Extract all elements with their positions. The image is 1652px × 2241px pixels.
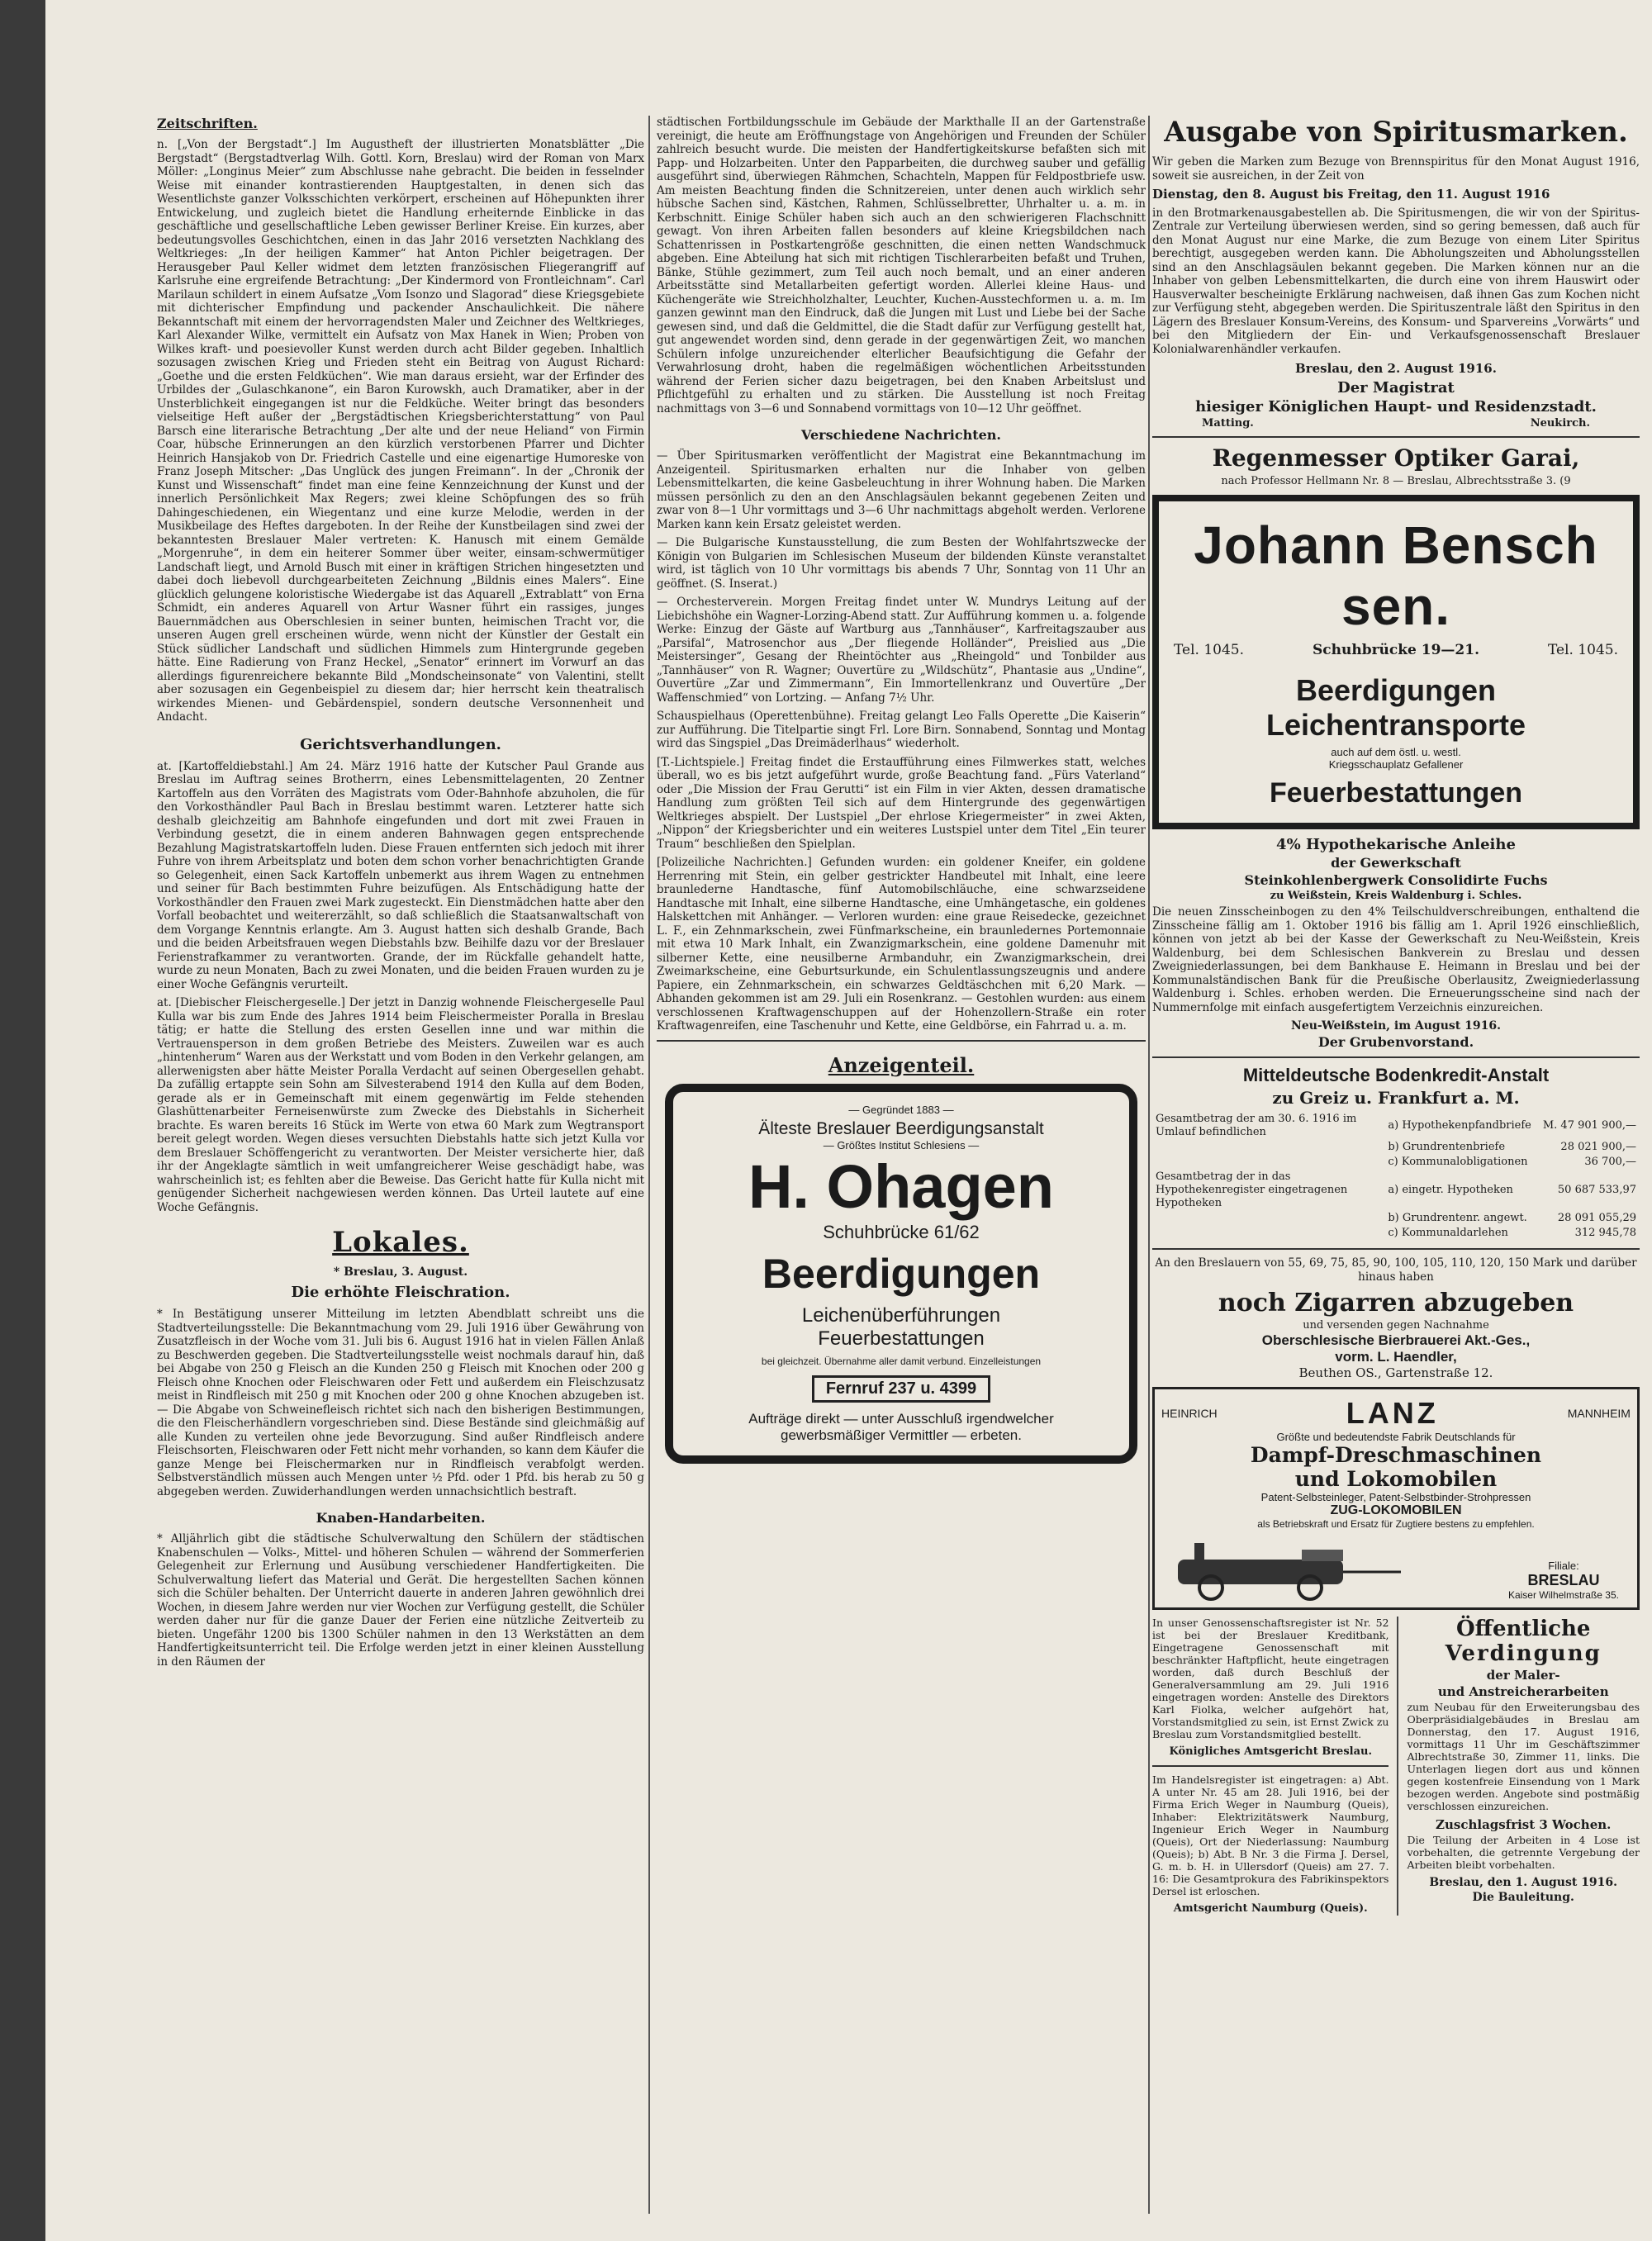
signature-right: Neukirch. xyxy=(1530,417,1590,430)
bensch-main2: Leichentransporte xyxy=(1265,708,1526,742)
oeff-frist: Zuschlagsfrist 3 Wochen. xyxy=(1436,1817,1612,1832)
optiker-subtitle: nach Professor Hellmann Nr. 8 — Breslau, Albrechtsstraße 3. (9 xyxy=(1221,475,1571,487)
zigarren-address: Beuthen OS., Gartenstraße 12. xyxy=(1298,1365,1493,1380)
bank-cell-value: 28 021 900,— xyxy=(1560,1141,1636,1153)
bank-table-row xyxy=(1154,1227,1638,1240)
oeff-sub2: und Anstreicherarbeiten xyxy=(1437,1684,1609,1699)
ohagen-line1: Älteste Breslauer Beerdigungsanstalt xyxy=(758,1118,1044,1138)
divider xyxy=(657,1040,1146,1042)
anleihe-title: 4% Hypothekarische Anleihe xyxy=(1276,836,1516,853)
bank-cell-label: Gesamtbetrag der am 30. 6. 1916 im Umlauf befindlichen xyxy=(1156,1113,1357,1138)
lanz-address: Kaiser Wilhelmstraße 35. xyxy=(1507,1589,1619,1601)
bank-cell-item: c) Kommunaldarlehen xyxy=(1388,1227,1508,1239)
spiritus-text-1: Wir geben die Marken zum Bezuge von Brennspiritus für den Monat August 1916, soweit sie ausreichen, in der Zeit von xyxy=(1152,155,1640,183)
ohagen-footer: Aufträge direkt — unter Ausschluß irgendwelcher gewerbsmäßiger Vermittler — erbeten. xyxy=(748,1410,1054,1443)
ohagen-sub2: Feuerbestattungen xyxy=(818,1327,985,1350)
zigarren-text-1: An den Breslauern von 55, 69, 75, 85, 90, 100, 105, 110, 120, 150 Mark und darüber hinaus haben xyxy=(1155,1256,1637,1284)
lokales-heading: Lokales. xyxy=(332,1226,469,1259)
divider xyxy=(1152,1765,1389,1767)
bank-table-row xyxy=(1154,1170,1638,1210)
bank-table xyxy=(1152,1111,1640,1242)
bensch-main1: Beerdigungen xyxy=(1295,673,1496,707)
anleihe-sub3: zu Weißstein, Kreis Waldenburg i. Schles. xyxy=(1270,890,1522,902)
bank-cell-item: a) Hypothekenpfandbriefe xyxy=(1388,1119,1531,1132)
ohagen-ad xyxy=(665,1084,1137,1464)
lanz-line1: Größte und bedeutendste Fabrik Deutschlands für xyxy=(1276,1431,1516,1443)
oeff-sub1: der Maler- xyxy=(1486,1668,1560,1683)
zigarren-text-2: und versenden gegen Nachnahme xyxy=(1303,1319,1489,1332)
zigarren-firm: Oberschlesische Bierbrauerei Akt.-Ges., xyxy=(1261,1332,1531,1348)
spiritus-note: — Über Spiritusmarken veröffentlicht der Magistrat eine Bekanntmachung im Anzeigenteil. Spiritusmarken erhalten nur die Inhaber von gelben Lebensmittelkarten, die keine Gasbeleuchtung in ihrer Wohnung haben. Die Marken müssen persönlich zu den an den Anschlagsäulen bekannt gegebenen Zeiten und zwar von 8—1 Uhr vormittags und 3—6 Uhr nachmittags abgeholt werden. Verlorene Marken kann kein Ersatz geleistet werden. xyxy=(657,449,1146,531)
notice-divider xyxy=(1397,1617,1398,1916)
column-1 xyxy=(157,116,644,1674)
spiritus-text-2: in den Brotmarkenausgabestellen ab. Die Spiritusmengen, die wir von der Spiritus-Zentrale zur Verteilung überwiesen werden, sind so gering bemessen, daß auch für den Monat August nur eine Marke, die zum Bezuge von einem Liter Spiritus berechtigt, ausgegeben werden kann. Die Abholungszeiten und Abholungsstellen sind an den Anschlagsäulen bekannt gegeben. Die Marken können nur an die Inhaber von gelben Lebensmittelkarten, die durch eine von ihrem Hauswirt oder Hausverwalter bescheinigte Erklärung nachweisen, daß ihnen Gas zum Kochen nicht zur Verfügung steht, abgegeben werden. Die Spirituszentrale läßt den Spiritus in den Lägern des Breslauer Konsum-Vereins, des Konsum- und Sparvereins „Vorwärts“ und bei den Mitgliedern der Ein- und Verkaufsgenossenschaft Breslauer Kolonialwarenhändler verkaufen. xyxy=(1152,206,1640,356)
fleisch-article: * In Bestätigung unserer Mitteilung im letzten Abendblatt schreibt uns die Stadtverteilungsstelle: Die Bekanntmachung vom 29. Juli 1916 über Gewährung von Zusatzfleisch in der Woche vom 31. Juli bis 6. August 1916 hat in vielen Fällen Anlaß zu Beschwerden gegeben. Die Stadtverteilungsstelle weist nochmals darauf hin, daß bei Abgabe von 250 g Fleisch an die Kunden 250 g Fleisch mit Knochen oder 200 g Fleisch ohne Knochen oder Fleischwaren oder Fett und außerdem ein Fleischzusatz meist in Rindfleisch mit 250 g mit Knochen oder 200 g ohne Knochen abzugeben ist. — Die Abgabe von Schweinefleisch richtet sich nach den bisherigen Bestimmungen, die den Fleischerhändlern vorgeschrieben sind. Diese Bestände sind gleichmäßig auf alle Kunden zu verteilen ohne jede Bevorzugung. Sind außer Rindfleisch andere Fleischsorten, Fleischwaren oder Fett nicht mehr vorhanden, so kann dem Käufer die ganze Menge bei Fleischermarken nur in Rindfleisch verabfolgt werden. Selbstverständlich müssen auch Mengen unter ½ Pfd. oder 1 Pfd. bis herab zu 50 g abgegeben werden. Zuwiderhandlungen werden unnachsichtlich bestraft. xyxy=(157,1308,644,1498)
lanz-zug: ZUG-LOKOMOBILEN xyxy=(1330,1503,1462,1517)
bank-cell-label xyxy=(1154,1212,1384,1225)
ohagen-main: Beerdigungen xyxy=(762,1250,1041,1297)
spiritus-date: Breslau, den 2. August 1916. xyxy=(1295,361,1497,376)
lanz-ad xyxy=(1152,1387,1640,1610)
column-rule-2 xyxy=(1148,116,1150,2214)
lanz-filiale: Filiale: xyxy=(1548,1560,1579,1572)
lanz-name: LANZ xyxy=(1346,1396,1439,1430)
magistrat-title: Der Magistrat xyxy=(1337,379,1455,396)
schauspielhaus-note: Schauspielhaus (Operettenbühne). Freitag gelangt Leo Falls Operette „Die Kaiserin“ zur Aufführung. Die Titelpartie singt Frl. Lore Birn. Sonnabend, Sonntag und Montag wird das Singspiel „Das Dreimäderlhaus“ wiederholt. xyxy=(657,710,1146,750)
bensch-contact-row xyxy=(1174,642,1618,658)
fortbildung-article: städtischen Fortbildungsschule im Gebäude der Markthalle II an der Gartenstraße vereinigt, die heute am Eröffnungstage von Angehörigen und Freunden der Schüler zahlreich besucht wurde. Die meisten der Handfertigkeitskurse befaßten sich mit Papp- und Holzarbeiten. Unter den Papparbeiten, die durchweg sauber und gefällig ausgeführt sind, überwiegen Rähmchen, Schachteln, Mappen für Feldpostbriefe usw. Am meisten Beachtung finden die Schnitzereien, unter denen auch wirklich sehr hübsche Sachen sind, Kästchen, Rahmen, Schlüsselbretter, Uhrhalter u. a. m. in Kerbschnitt. Einige Schüler haben sich auch an den schwierigeren Flachschnitt gewagt. Von ihren Arbeiten fallen besonders auf kleine Kriegsbildchen nach Schattenrissen in Postkartengröße geschnitten, die einen netten Wandschmuck abgeben. Eine Abteilung hat sich mit richtigen Tischlerarbeiten befaßt und Truhen, Bänke, Stühle gezimmert, zum Teil auch noch bemalt, und an einer anderen Arbeitsstätte sind Metallarbeiten gefertigt worden. Allerlei kleine Haus- und Küchengeräte wie Streichholzhalter, Leuchter, Kuchen-Ausstechformen u. a. m. Im ganzen gewinnt man den Eindruck, daß die Jungen mit Lust und Liebe bei der Sache gewesen sind, und daß die Geldmittel, die die Stadt dafür zur Verfügung gestellt hat, gut angewendet worden sind, denn gerade in der gegenwärtigen Zeit, wo manchen Schülern infolge unzureichender elterlicher Beaufsichtigung die Gefahr der Verwahrlosung droht, haben die regelmäßigen wöchentlichen Arbeitsstunden während der Ferien sicher dazu beigetragen, bei den Knaben Arbeitslust und Pflichtgefühl zu erhalten und zu stärken. Die Ausstellung ist noch Freitag nachmittags von 3—6 und Sonnabend vormittags von 10—12 Uhr geöffnet. xyxy=(657,116,1146,415)
lanz-branch xyxy=(1508,1560,1631,1601)
bank-cell-value: M. 47 901 900,— xyxy=(1542,1119,1636,1132)
optiker-title: Regenmesser Optiker Garai, xyxy=(1212,444,1580,472)
register2-text: Im Handelsregister ist eingetragen: a) Abt. A unter Nr. 45 am 28. Juli 1916, bei der Firma Erich Weger in Naumburg (Queis), Inhaber: Elektrizitätswerk Naumburg, Ingenieur Erich Weger in Naumburg (Queis), Ort der Niederlassung: Naumburg (Queis); b) Abt. B Nr. 3 die Firma J. Dersel, G. m. b. H. in Ullersdorf (Queis) am 27. 7. 16: Die Gesamtprokura des Fabrikinspektors Dersel ist erloschen. xyxy=(1152,1773,1389,1897)
bank-cell-value: 50 687 533,97 xyxy=(1557,1184,1636,1196)
bank-table-row xyxy=(1154,1113,1638,1139)
oeff-title2: Verdingung xyxy=(1445,1641,1602,1666)
bank-cell-label xyxy=(1154,1227,1384,1240)
lanz-line3: als Betriebskraft und Ersatz für Zugtiere bestens zu empfehlen. xyxy=(1257,1518,1535,1530)
zeitschriften-article: n. [„Von der Bergstadt“.] Im Augustheft der illustrierten Monatsblätter „Die Bergstadt“ (Bergstadtverlag Wilh. Gottl. Korn, Breslau) wird der Roman von Marx Möller: „Longinus Meier“ zum Abschlusse nahe gebracht. Die beiden in fesselnder Weise mit einander kontrastierenden Hauptgestalten, in denen sich das Wesentlichste ganzer Volksschichten verkörpert, erscheinen auf Höhepunkten ihrer Entwickelung, und zugleich bietet die Handlung erheiternde Einblicke in das geschäftliche und gesellschaftliche Leben gewisser Berliner Kreise. Ein kurzes, aber bedeutungsvolles Geschichtchen, einen in das Jahr 2016 versetzten Nachklang des Weltkrieges: „In der heiligen Kammer“ hat Anton Pichler beigetragen. Der Herausgeber Paul Keller widmet dem letzten französischen Fliegerangriff auf Karlsruhe eine ergreifende Betrachtung: „Der Kindermord von Frontleichnam“. Carl Marilaun schildert in einem Aufsatze „Vom Isonzo und Slagorad“ diese Kriegsgebiete mit dichterischer Empfindung und packender Anschaulichkeit. Die nähere Bekanntschaft mit einem der hervorragendsten Maler und Zeichner des Weltkrieges, Karl Alexander Wilke, vermittelt ein Aufsatz von Max Hanek in Wien; Proben von Wilkes kraft- und poesievoller Kunst werden durch acht Bilder gegeben. Inhaltlich sozusagen zwischen Krieg und Frieden steht ein Beitrag von August Richard: „Goethe und die ersten Feldküchen“. Wie man daraus ersieht, war der Erfinder des Urbildes der „Gulaschkanone“, ein Baron Kurowskh, auch Dramatiker, aber in der Unsterblichkeit eingegangen ist nur die Feldküche. Weiter bringt das besonders vielseitige Heft außer der „Bergstädtischen Kriegsberichterstattung“ von Paul Barsch eine literarische Betrachtung „Der alte und der neue Heliand“ von Firmin Coar, hübsche Erinnerungen an den kürzlich verstorbenen Pfarrer und Dichter Heinrich Hansjakob von Dr. Friedrich Castelle und eine eigenartige Humoreske von Franz Joseph Mitscher: „Das Unglück des jungen Freimann“. In der „Chronik der Kunst und Wissenschaft“ findet man eine feine Kennzeichnung der Kunst und der innerlich Persönlichkeit Max Regers; zwei kleine Schöpfungen des so früh Dahingeschiedenen, ein Wiegentanz und eine kurze Melodie, werden in der Musikbeilage des Heftes dargeboten. In der Reihe der Kunstbeilagen sind zwei der bekanntesten Breslauer Maler vertreten: K. Hanusch mit einem Gemälde „Morgenruhe“, in dem ein heiterer Sommer über weiter, einsam-schwermütiger Landschaft liegt, und Arnold Busch mit einer in kräftigen Strichen hingesetzten und dabei doch liebevoll durchgearbeiteten Zeichnung „Bildnis eines Malers“. Eine glücklich gelungene koloristische Wiedergabe ist das Aquarell „Extrablatt“ von Erna Schmidt, ein anderes Aquarell von Artur Wasner führt ein rassiges, junges Bauernmädchen aus Oberschlesien in seiner bunten, heimischen Tracht vor, die unseren Augen grell erscheinen würde, wenn nicht der Künstler der Gestalt ein Stück südlicher Landschaft und südlichen Himmels zum Hintergrunde gegeben hätte. Eine Radierung von Franz Heckel, „Senator“ erinnert im Vorwurf an das allerdings figurenreichere bekannte Bild „Mondscheinsonate“ von Valentini, stellt aber sozusagen ein Gegenbeispiel zu diesem dar; hier herrscht kein theatralisch wirkendes Mienen- und Gebärdenspiel, sondern deutsche Versonnenheit und Andacht. xyxy=(157,138,644,724)
zigarren-firm2: vorm. L. Haendler, xyxy=(1335,1349,1457,1365)
kunstausstellung-note: — Die Bulgarische Kunstausstellung, die zum Besten der Wohlfahrtszwecke der Königin von Bulgarien im Schlesischen Museum der bildenden Künste veranstaltet wird, ist täglich von 10 Uhr vormittags bis abends 7 Uhr, Sonntag von 11 Uhr an geöffnet. (S. Inserat.) xyxy=(657,536,1146,591)
bank-cell-value: 28 091 055,29 xyxy=(1557,1212,1636,1224)
anzeigen-heading: Anzeigenteil. xyxy=(828,1052,975,1077)
oeff-date: Breslau, den 1. August 1916. xyxy=(1429,1876,1618,1889)
magistrat-subtitle: hiesiger Königlichen Haupt- und Residenzstadt. xyxy=(1195,398,1597,415)
fleisch-heading: Die erhöhte Fleischration. xyxy=(291,1284,510,1301)
anleihe-sign: Der Grubenvorstand. xyxy=(1317,1034,1474,1050)
lanz-header xyxy=(1161,1396,1631,1431)
divider xyxy=(1152,1056,1640,1058)
bensch-address: Schuhbrücke 19—21. xyxy=(1312,642,1479,658)
zeitschriften-heading: Zeitschriften. xyxy=(157,116,258,131)
lanz-city: BRESLAU xyxy=(1527,1572,1600,1588)
oeff-text2: Die Teilung der Arbeiten in 4 Lose ist vorbehalten, die getrennte Vergebung der Arbeiten bleibt vorbehalten. xyxy=(1407,1834,1640,1871)
bensch-name: Johann Bensch sen. xyxy=(1194,515,1598,636)
bank-table-row xyxy=(1154,1141,1638,1154)
locomobile-icon xyxy=(1161,1535,1409,1601)
bank-cell-label xyxy=(1154,1141,1384,1154)
anleihe-sub1: der Gewerkschaft xyxy=(1331,855,1461,871)
lanz-right: MANNHEIM xyxy=(1567,1407,1631,1420)
lanz-main2: und Lokomobilen xyxy=(1294,1467,1498,1491)
oeff-sign: Die Bauleitung. xyxy=(1472,1891,1574,1904)
gericht-heading: Gerichtsverhandlungen. xyxy=(300,735,501,753)
lanz-line2: Patent-Selbsteinleger, Patent-Selbstbinder-Strohpressen xyxy=(1260,1491,1531,1503)
bensch-tel-right: Tel. 1045. xyxy=(1547,642,1618,658)
gericht-article-1: at. [Kartoffeldiebstahl.] Am 24. März 1916 hatte der Kutscher Paul Grande aus Breslau im Auftrag seines Brotherrn, eines Lebensmittelagenten, 20 Zentner Kartoffeln aus den Vorräten des Magistrats vom Oder-Bahnhofe abzuholen, die für den Vorkosthändler Paul Bach in Breslau bestimmt waren. Letzterer hatte sich deshalb gleichzeitig am Bahnhofe eingefunden und dort mit zwei Frauen in Verbindung gesetzt, die in einem anderen Bahnwagen gegen entsprechende Bezahlung Magistratskartoffeln luden. Diese Frauen entfernten sich jedoch mit ihrer Fuhre von ihrem Arbeitsplatz und boten dem schon vorher benachrichtigten Grande so Gelegenheit, einen Sack Kartoffeln unbemerkt aus ihrem Wagen zu entnehmen und seiner für Bach bestimmten Fuhre beizufügen. Als Entschädigung hatte der Vorkosthändler den Frauen zwei Mark zugesteckt. Ein Dienstmädchen hatte aber den Vorfall beobachtet und weitererzählt, so daß schließlich die Staatsanwaltschaft von dem Vorgange Kenntnis erlangte. Am 3. August hatten sich deshalb Grande, Bach und die beiden Arbeitsfrauen wegen Diebstahls bzw. Beihilfe dazu vor der Breslauer Ferienstrafkammer zu verantworten. Grande, der im Rückfalle gehandelt hatte, wurde zu neun Monaten, Bach zu zwei Monaten, und die beiden Frauen wurden zu je einer Woche Gefängnis verurteilt. xyxy=(157,759,644,991)
verschiedenes-heading: Verschiedene Nachrichten. xyxy=(801,427,1001,443)
bank-table-row xyxy=(1154,1212,1638,1225)
bensch-feuer: Feuerbestattungen xyxy=(1269,777,1523,809)
oeff-text: zum Neubau für den Erweiterungsbau des Oberpräsidialgebäudes in Breslau am Donnerstag, den 17. August 1916, vormittags 11 Uhr im Geschäftszimmer Albrechtstraße 30, Zimmer 11, links. Die Unterlagen liegen dort aus und können gegen kostenfreie Einsendung von 1 Mark bezogen werden. Angebote sind postmäßig verschlossen einzureichen. xyxy=(1407,1701,1640,1812)
bank-cell-item: a) eingetr. Hypotheken xyxy=(1388,1184,1513,1196)
ohagen-note: bei gleichzeit. Übernahme aller damit verbund. Einzelleistungen xyxy=(761,1355,1042,1367)
bensch-ad xyxy=(1152,495,1640,829)
bank-title: Mitteldeutsche Bodenkredit-Anstalt xyxy=(1242,1065,1550,1085)
orchesterverein-note: — Orchesterverein. Morgen Freitag findet unter W. Mundrys Leitung auf der Liebichshöhe ein Wagner-Lorzing-Abend statt. Zur Aufführung kommen u. a. folgende Werke: Einzug der Gäste auf Wartburg aus „Tannhäuser“, Karfreitagszauber aus „Parsifal“, Matrosenchor aus „Der fliegende Holländer“, Preislied aus „Die Meistersinger“, Gesang der Rheintöchter aus „Rheingold“ und Tonbilder aus „Tannhäuser“ von R. Wagner; Ouvertüre zu „Wildschütz“, Phantasie aus „Undine“, Ouvertüre „Zar und Zimmermann“, Ein Immortellenkranz und Ouvertüre „Der Waffenschmied“ von Lortzing. — Anfang 7½ Uhr. xyxy=(657,596,1146,705)
ohagen-address: Schuhbrücke 61/62 xyxy=(823,1221,980,1242)
newspaper-page xyxy=(45,0,1652,2241)
knaben-heading: Knaben-Handarbeiten. xyxy=(316,1510,486,1526)
knaben-article: * Alljährlich gibt die städtische Schulverwaltung den Schülern der städtischen Knabenschulen — Volks-, Mittel- und höheren Schulen — während der Sommerferien Gelegenheit zur Erlernung und Ausübung verschiedener Handfertigkeiten. Die Schulverwaltung liefert das Material und Gerät. Die hergestellten Sachen können sich die Schüler behalten. Der Unterricht dauerte in anderen Jahren gewöhnlich drei Wochen, in diesem Jahre werden nur vier Wochen zur Verfügung gestellt, die Schüler werden daher nur für die ganze Dauer der Ferien eine nützliche Zeitverteib zu bieten. Ungefähr 1200 bis 1300 Schüler nahmen in den 13 Werkstätten an dem Handfertigkeitsunterricht teil. Die Erfolge werden jetzt in einer kleinen Ausstellung in den Räumen der xyxy=(157,1532,644,1669)
lanz-bottom xyxy=(1161,1535,1631,1601)
bank-cell-item: b) Grundrentenr. angewt. xyxy=(1388,1212,1527,1224)
ohagen-sub1: Leichenüberführungen xyxy=(801,1303,1001,1327)
divider xyxy=(1152,436,1640,438)
polizei-note: [Polizeiliche Nachrichten.] Gefunden wurden: ein goldener Kneifer, ein goldene Herrenring mit Stein, ein gelber gestrickter Handbeutel mit Inhalt, eine leere braunlederne Handtasche, fünf Automobilschläuche, eine schwarzseidene Handtasche mit Inhalt, eine silberne Handtasche, eine Umhängetasche, ein goldenes Halskettchen mit Anhänger. — Verloren wurden: eine graue Reisedecke, gezeichnet L. F., ein Zehnmarkschein, zwei Fünfmarkscheine, ein braunledernes Portemonnaie mit etwa 10 Mark Inhalt, ein Zwanzigmarkschein, eine goldene Damenuhr mit silberner Kette, eine neusilberne Armbanduhr, ein Zwanzigmarkschein, drei Zweimarkscheine, eine Geburtsurkunde, ein Schulentlassungszeugnis und andere Papiere, ein Zehnmarkschein, ein schwarzes Geldtäschchen mit 6,20 Mark. — Abhanden gekommen ist am 29. Juli ein Rosenkranz. — Gestohlen wurden: aus einem verschlossenen Kraftwagenschuppen auf der Hohenzollern-Straße ein roter Kraftwagenreifen, eine Taschenuhr und Kette, eine Geldbörse, ein Fahrrad u. a. m. xyxy=(657,856,1146,1033)
anleihe-sub2: Steinkohlenbergwerk Consolidirte Fuchs xyxy=(1244,872,1548,888)
bensch-note2: Kriegsschauplatz Gefallener xyxy=(1328,758,1464,771)
gericht-article-2: at. [Diebischer Fleischergeselle.] Der jetzt in Danzig wohnende Fleischergeselle Paul Kulla war bis zum Ende des Jahres 1914 beim Fleischermeister Poralla in Breslau tätig; er hatte die Stellung des ersten Gesellen inne und war mithin die Vertrauensperson in dem großen Betriebe des Meisters. Zuweilen war es auch „hintenherum“ Waren aus der Werkstatt und vom Boden in den Verkehr gelangen, am allerwenigsten aber hätte Meister Poralla Verdacht auf seinen Obergesellen gehabt. Da zufällig ertappte sein Sohn am Silvesterabend 1914 den Kulla auf dem Boden, gerade als er in Gemeinschaft mit einem gegenwärtig im Felde stehenden Glashüttenarbeiter Ferneisenwürste zum Zwecke des Diebstahls in Sicherheit brachte. Es waren bereits 16 Stück im Werte von etwa 60 Mark zum Wegtransport bereit gelegt worden. Wegen dieses versuchten Diebstahls hatte sich jetzt Kulla vor dem Breslauer Schöffengericht zu verantworten. Der Meister versicherte hier, daß ihr der Angeklagte sämtlich in weit umfangreicherer Weise geschädigt habe, was wahrscheinlich ist; es fehlten aber die Beweise. Das Gericht hatte für Kulla nicht mit genügender Sicherheit nachgewiesen werden können. Das Urteil lautete auf eine Woche Gefängnis. xyxy=(157,996,644,1214)
bank-subtitle: zu Greiz u. Frankfurt a. M. xyxy=(1272,1088,1520,1108)
register-notices xyxy=(1152,1617,1389,1916)
lokales-dateline: * Breslau, 3. August. xyxy=(333,1265,468,1279)
register-text: In unser Genossenschaftsregister ist Nr. 52 ist bei der Breslauer Kreditbank, Eingetragene Genossenschaft mit beschränkter Haftpflicht, heute eingetragen worden, daß durch Beschluß der Generalversammlung am 29. Juli 1916 eingetragen worden: Anstelle des Direktors Karl Fiolka, welcher aufgehört hat, Vorstandsmitglied zu sein, ist Ernst Zwick zu Breslau zum Vorstandsmitglied bestellt. xyxy=(1152,1617,1389,1740)
column-3 xyxy=(1152,116,1640,1916)
bensch-note1: auch auf dem östl. u. westl. xyxy=(1331,746,1461,758)
bank-cell-value: 312 945,78 xyxy=(1574,1227,1636,1239)
verdingung-notice xyxy=(1407,1617,1640,1916)
divider xyxy=(1152,1248,1640,1250)
notices-row xyxy=(1152,1617,1640,1916)
ohagen-line2: — Größtes Institut Schlesiens — xyxy=(823,1138,980,1151)
ohagen-phone: Fernruf 237 u. 4399 xyxy=(812,1375,990,1403)
column-rule-1 xyxy=(648,116,650,2214)
ohagen-founded: — Gegründet 1883 — xyxy=(848,1103,954,1116)
anleihe-text: Die neuen Zinsscheinbogen zu den 4% Teilschuldverschreibungen, enthaltend die Zinsscheine fällig am 1. Oktober 1916 bis fällig am 1. April 1926 einschließlich, können von jetzt ab bei der Kasse der Gewerkschaft zu Neu-Weißstein, Kreis Waldenburg, bei dem Schlesischen Bankverein zu Breslau und dessen Zweigniederlassungen, bei dem Bankhause E. Heimann in Breslau und bei der Kommunalständischen Bank für die Preußische Oberlausitz, Zweigniederlassung Waldenburg i. Schles. erhoben werden. Die Erneuerungsscheine sind nach der Nummernfolge mit einfach ausgefertigtem Verzeichnis einzureichen. xyxy=(1152,905,1640,1014)
bank-cell-value: 36 700,— xyxy=(1584,1156,1636,1168)
oeff-title1: Öffentliche xyxy=(1455,1617,1591,1641)
bank-cell-label: Gesamtbetrag der in das Hypothekenregister eingetragenen Hypotheken xyxy=(1156,1170,1348,1209)
signature-left: Matting. xyxy=(1202,417,1254,430)
spiritus-dates: Dienstag, den 8. August bis Freitag, den 11. August 1916 xyxy=(1152,187,1550,202)
register2-sign: Amtsgericht Naumburg (Queis). xyxy=(1173,1902,1368,1915)
anleihe-date: Neu-Weißstein, im August 1916. xyxy=(1291,1019,1501,1033)
register-sign: Königliches Amtsgericht Breslau. xyxy=(1169,1745,1372,1758)
spiritus-heading: Ausgabe von Spiritusmarken. xyxy=(1164,116,1628,149)
column-2 xyxy=(657,116,1146,1470)
lanz-left: HEINRICH xyxy=(1161,1407,1218,1420)
bensch-tel-left: Tel. 1045. xyxy=(1174,642,1244,658)
bank-cell-item: c) Kommunalobligationen xyxy=(1388,1156,1528,1168)
lanz-main1: Dampf-Dreschmaschinen xyxy=(1250,1443,1542,1467)
zigarren-title: noch Zigarren abzugeben xyxy=(1218,1289,1574,1318)
ohagen-name: H. Ohagen xyxy=(748,1151,1055,1221)
bank-cell-label xyxy=(1154,1156,1384,1169)
signatures xyxy=(1152,417,1640,430)
bank-table-row xyxy=(1154,1156,1638,1169)
bank-cell-item: b) Grundrentenbriefe xyxy=(1388,1141,1506,1153)
lichtspiele-note: [T.-Lichtspiele.] Freitag findet die Erstaufführung eines Filmwerkes statt, welches überall, wo es bis jetzt aufgeführt wurde, große Beachtung fand. „Fürs Vaterland“ oder „Die Mission der Frau Gerutti“ ist ein Film in vier Akten, dessen dramatische Handlung zum größten Teil sich auf dem Hintergrunde des gegenwärtigen Weltkrieges abspielt. Der Lustspiel „Der ehrlose Kriegermeister“ in zwei Akten, „Nippon“ der Kriegsberichter und ein weiteres Lustspiel unter dem Titel „Ein teurer Traum“ beschließen den Spielplan. xyxy=(657,755,1146,851)
